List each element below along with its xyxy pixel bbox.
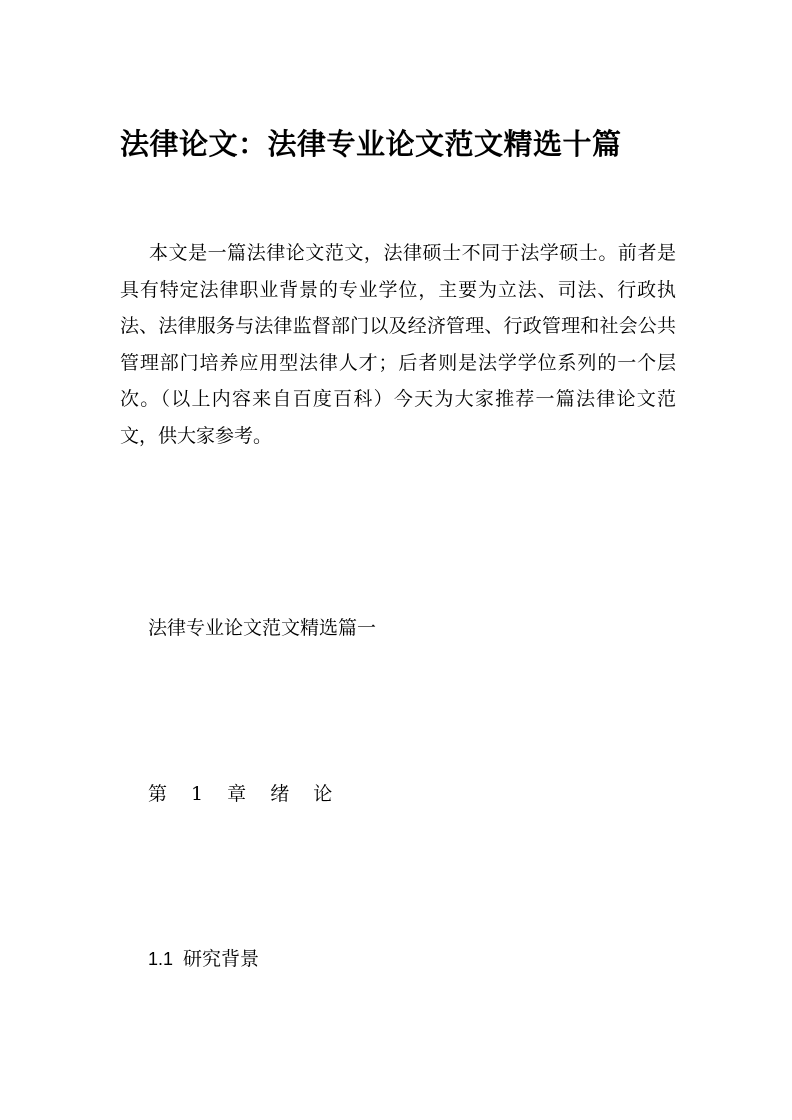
subsection-heading [148,945,259,973]
chapter-heading: 第 1 章 绪 论 [148,783,342,805]
subsection-number: 1.1 [148,949,174,969]
subsection-title: 研究背景 [183,948,260,970]
section-heading: 法律专业论文范文精选篇一 [148,617,377,639]
intro-paragraph: 本文是一篇法律论文范文，法律硕士不同于法学硕士。前者是具有特定法律职业背景的专业学位，主要为立法、司法、行政执法、法律服务与法律监督部门以及经济管理、行政管理和社会公共管理部门培养应用型法律人才；后者则是法学学位系列的一个层次。（以上内容来自百度百科）今天为大家推荐一篇法律论文范文，供大家参考。 [120,242,676,447]
document-title: 法律论文：法律专业论文范文精选十篇 [120,127,622,161]
